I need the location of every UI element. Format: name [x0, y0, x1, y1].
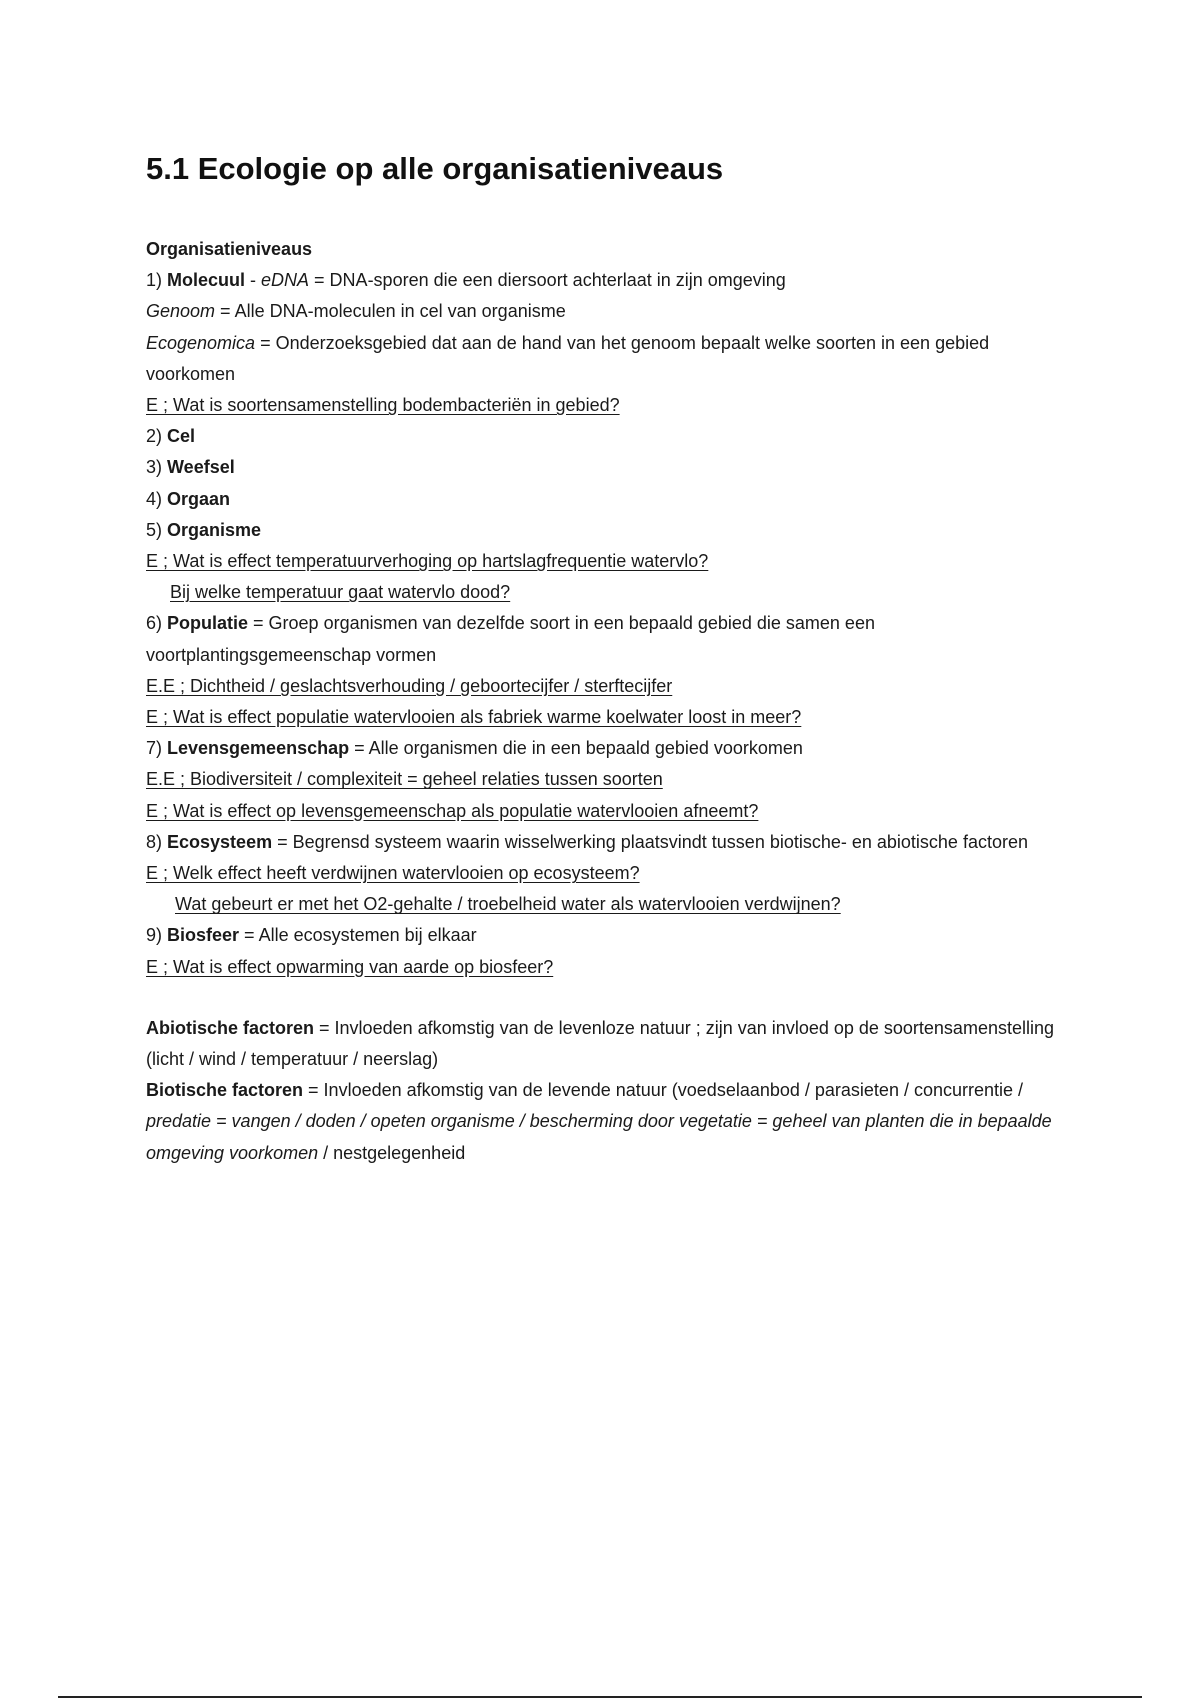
page-title: 5.1 Ecologie op alle organisatieniveaus [146, 151, 724, 186]
example-question-2: E ; Wat is effect temperatuurverhoging op hartslagfrequentie watervlo? [146, 551, 709, 572]
footer-rule [58, 1696, 1142, 1698]
level-2-cel: 2) Cel [146, 426, 196, 447]
example-question-6: E ; Wat is effect opwarming van aarde op biosfeer? [146, 956, 554, 977]
paragraph-gap [146, 983, 1076, 1013]
level-3-weefsel: 3) Weefsel [146, 457, 235, 478]
definition-ecogenomica: Ecogenomica = Onderzoeksgebied dat aan de hand van het genoom bepaalt welke soorten in een gebied voorkomen [146, 332, 990, 384]
level-4-orgaan: 4) Orgaan [146, 488, 231, 509]
extra-example-1: E.E ; Dichtheid / geslachtsverhouding / geboortecijfer / sterftecijfer [146, 675, 673, 696]
notes-body [146, 234, 1076, 1169]
level-9-biosfeer: 9) Biosfeer = Alle ecosystemen bij elkaar [146, 925, 477, 946]
level-8-ecosysteem: 8) Ecosysteem = Begrensd systeem waarin wisselwerking plaatsvindt tussen biotische- en abiotische factoren [146, 831, 1028, 852]
section-heading: Organisatieniveaus [146, 239, 313, 259]
level-7-levensgemeenschap: 7) Levensgemeenschap = Alle organismen die in een bepaald gebied voorkomen [146, 738, 803, 759]
level-1-molecuul: 1) Molecuul - eDNA = DNA-sporen die een diersoort achterlaat in zijn omgeving [146, 270, 786, 291]
example-question-2b: Bij welke temperatuur gaat watervlo dood? [170, 582, 511, 603]
definition-genoom: Genoom = Alle DNA-moleculen in cel van organisme [146, 301, 566, 322]
abiotic-factors: Abiotische factoren = Invloeden afkomstig van de levenloze natuur ; zijn van invloed op de soortensamenstelling (licht / wind / temperatuur / neerslag) [146, 1017, 1054, 1070]
example-question-1: E ; Wat is soortensamenstelling bodembacteriën in gebied? [146, 395, 620, 416]
biotic-factors: Biotische factoren = Invloeden afkomstig van de levende natuur (voedselaanbod / parasieten / concurrentie / predatie = vangen / doden / opeten organisme / bescherming door vegetatie = geheel van planten die in bepaalde omgeving voorkomen / nestgelegenheid [146, 1080, 1052, 1163]
level-6-populatie: 6) Populatie = Groep organismen van dezelfde soort in een bepaald gebied die samen een voortplantingsgemeenschap vormen [146, 613, 875, 665]
level-5-organisme: 5) Organisme [146, 519, 262, 540]
extra-example-2: E.E ; Biodiversiteit / complexiteit = geheel relaties tussen soorten [146, 769, 663, 790]
example-question-3: E ; Wat is effect populatie watervlooien als fabriek warme koelwater loost in meer? [146, 707, 802, 728]
example-question-5b: Wat gebeurt er met het O2-gehalte / troebelheid water als watervlooien verdwijnen? [175, 894, 841, 915]
document-page [146, 148, 1076, 1169]
example-question-4: E ; Wat is effect op levensgemeenschap als populatie watervlooien afneemt? [146, 800, 759, 821]
example-question-5: E ; Welk effect heeft verdwijnen watervlooien op ecosysteem? [146, 863, 640, 884]
